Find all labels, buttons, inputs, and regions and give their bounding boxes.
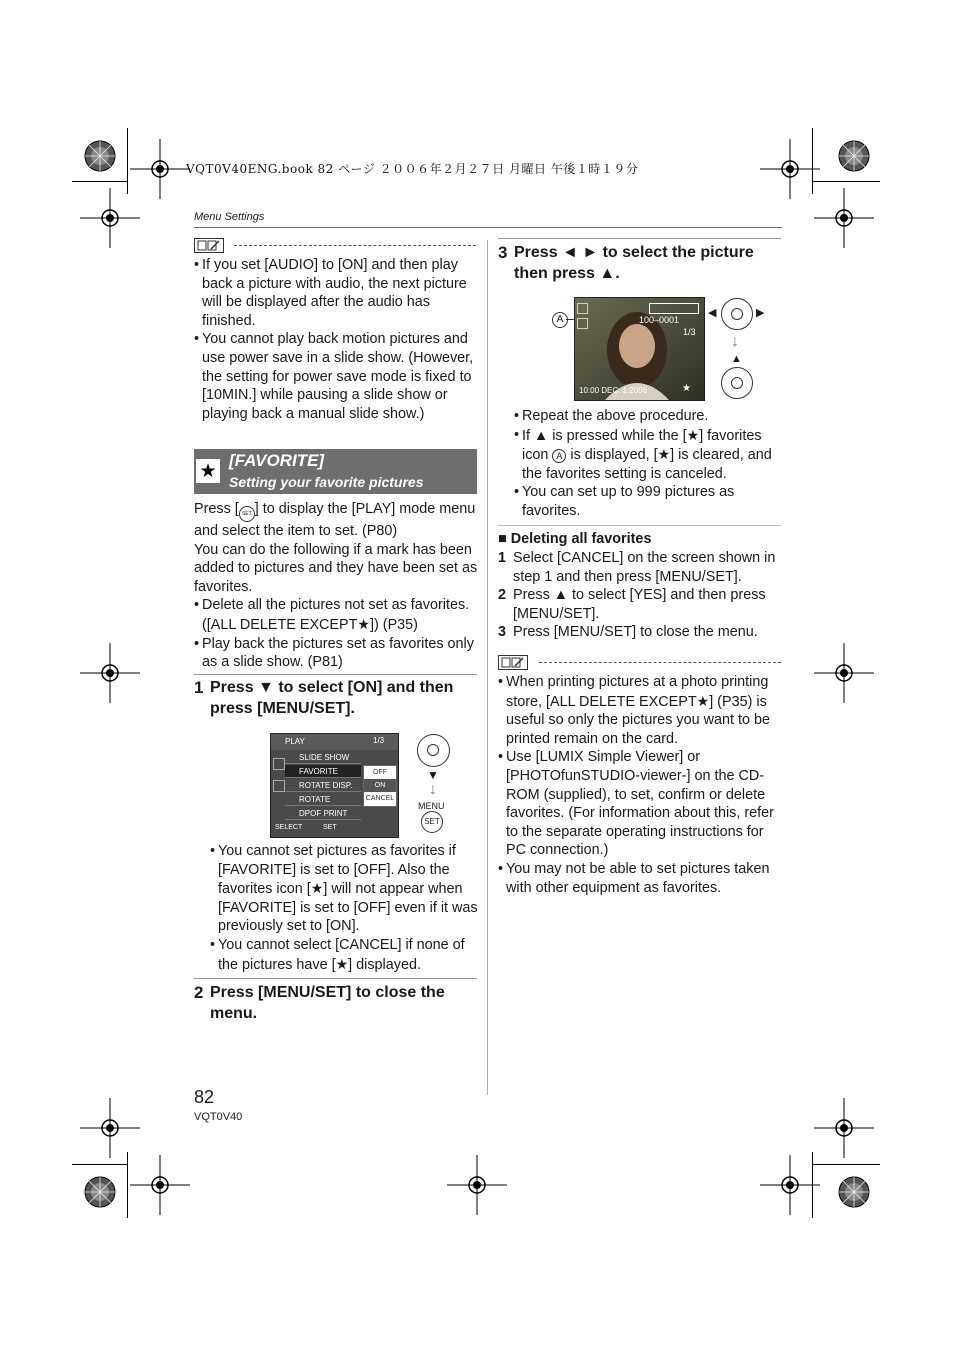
option-selected: ON: [364, 779, 396, 792]
delete-steps: [498, 549, 782, 642]
step3-bullet: • Repeat the above procedure.: [514, 407, 780, 426]
menu-set-button-icon: SET: [421, 811, 443, 833]
step3-bullet: • If ▲ is pressed while the [★] favorites icon A is displayed, [★] is cleared, and the favorites setting is canceled.: [514, 426, 780, 484]
delete-heading: ■ Deleting all favorites: [498, 531, 652, 547]
step-3: 3 Press ◄ ► to select the picture then press ▲.: [498, 243, 754, 282]
step-number: 2: [194, 983, 204, 1002]
option: OFF: [373, 769, 387, 776]
note-icon: [194, 238, 224, 253]
arrow-down-flow-icon: ↓: [731, 333, 739, 350]
note-bullet: • When printing pictures at a photo printing store, [ALL DELETE EXCEPT★] (P35) is useful so only the pictures you want to be printed remain on the card.: [498, 673, 782, 748]
menu-item: ROTATE: [285, 793, 361, 806]
note-bullet: • Use [LUMIX Simple Viewer] or [PHOTOfunSTUDIO-viewer-] on the CD-ROM (supplied), to set, confirm or delete favorites. (For information about this, refer to the separate operating instructions for PC connection.): [498, 748, 782, 860]
menu-label: MENU: [418, 801, 445, 811]
star-icon: ★: [696, 692, 710, 709]
step1-bullet: • You cannot set pictures as favorites if [FAVORITE] is set to [OFF]. Also the favorites icon [★] will not appear when [FAVORITE] is set to [OFF] even if it was previously set to [ON].: [210, 842, 478, 936]
menu-item: ROTATE DISP.: [285, 779, 361, 792]
note-bullet: • If you set [AUDIO] to [ON] and then play back a picture with audio, the next picture will be displayed after the audio has finished.: [194, 256, 478, 330]
note-bullet: • You cannot play back motion pictures and use power save in a slide show. (However, the setting for power save mode is fixed to [10MIN.] while pausing a slide show or playing back a manual slide show.): [194, 330, 478, 423]
arrow-left-icon: ◀: [708, 307, 717, 319]
menu-set-icon: SET: [239, 506, 255, 522]
dpad-icon: [721, 367, 753, 399]
favorite-title: [FAVORITE]: [229, 451, 325, 470]
step1-bullet: • You cannot select [CANCEL] if none of the pictures have [★] displayed.: [210, 936, 478, 974]
favorite-mode-icon: [577, 318, 588, 329]
right-note-list: [498, 673, 782, 897]
step3-bullet: • You can set up to 999 pictures as favorites.: [514, 483, 780, 520]
option: CANCEL: [365, 795, 395, 802]
menu-item: SLIDE SHOW: [285, 751, 361, 764]
menu-item: DPOF PRINT: [285, 807, 361, 820]
playback-screen: [574, 297, 705, 401]
folder-number: 100–0001: [639, 315, 680, 325]
step-number: 1: [194, 678, 204, 697]
timestamp: 10:00 DEC. 1.2006: [579, 386, 648, 395]
model-code: VQT0V40: [194, 1111, 243, 1123]
arrow-up-icon: ▲: [731, 353, 742, 365]
delete-step: 2 Press ▲ to select [YES] and then press [MENU/SET].: [498, 587, 766, 622]
footer-select: SELECT: [275, 824, 303, 831]
star-icon: ★: [357, 615, 370, 632]
star-icon: ★: [657, 446, 671, 463]
note-dashes: [234, 245, 476, 246]
menu-title: PLAY: [285, 737, 305, 746]
image-count: 1/3: [683, 327, 696, 337]
star-icon: ★: [686, 426, 700, 443]
footer-set: SET: [323, 824, 337, 831]
print-header: VQT0V40ENG.book 82 ページ ２００６年２月２７日 月曜日 午後１時１９分: [186, 162, 639, 176]
star-icon: ★: [682, 383, 691, 394]
step1-notes: [210, 842, 478, 974]
step-rule: [498, 238, 781, 239]
note-list: [194, 256, 478, 423]
camera-menu-screen: [270, 733, 399, 838]
section-label: Menu Settings: [194, 211, 265, 223]
step-1: 1 Press ▼ to select [ON] and then press [MENU/SET].: [194, 678, 454, 717]
play-tab-icon: [273, 758, 285, 770]
arrow-icon: ↓: [429, 781, 437, 798]
callout-a: A: [552, 312, 568, 328]
status-icons: [649, 303, 699, 314]
step-number: 3: [498, 243, 508, 262]
favorite-subtitle: Setting your favorite pictures: [229, 474, 424, 490]
column-divider: [487, 240, 488, 1095]
favorite-intro: [194, 500, 478, 672]
section-rule: [498, 525, 781, 526]
intro-paragraph: Press [ SET ] to display the [PLAY] mode menu and select the item to set. (P80): [194, 501, 476, 539]
step-rule: [194, 674, 477, 675]
note-bullet: • You may not be able to set pictures taken with other equipment as favorites.: [498, 860, 782, 897]
callout-a-inline: A: [552, 449, 566, 463]
note-icon: [498, 655, 528, 670]
delete-step: 1 Select [CANCEL] on the screen shown in step 1 and then press [MENU/SET].: [498, 550, 776, 585]
delete-step: 3 Press [MENU/SET] to close the menu.: [498, 624, 758, 641]
page-number: 82: [194, 1087, 215, 1107]
star-icon: ★: [196, 459, 220, 483]
setup-tab-icon: [273, 780, 285, 792]
arrow-down-icon: ▼: [427, 768, 439, 782]
header-rule: [194, 227, 782, 228]
step-2: 2 Press [MENU/SET] to close the menu.: [194, 983, 445, 1022]
play-mode-icon: [577, 303, 588, 314]
intro-bullet: • Play back the pictures set as favorites only as a slide show. (P81): [194, 635, 478, 672]
dpad-icon: [721, 298, 753, 330]
star-icon: ★: [310, 880, 324, 897]
menu-item-selected: FAVORITE: [285, 765, 361, 778]
option-list: [363, 765, 397, 807]
note-dashes: [539, 662, 781, 663]
favorite-banner: [194, 449, 477, 494]
intro-bullet: • Delete all the pictures not set as favorites. ([ALL DELETE EXCEPT★]) (P35): [194, 596, 478, 634]
intro-paragraph: You can do the following if a mark has been added to pictures and they have been set as favorites.: [194, 541, 478, 595]
step3-notes: [514, 407, 780, 521]
star-icon: ★: [335, 955, 349, 972]
arrow-right-icon: ▶: [756, 307, 765, 319]
menu-page: 1/3: [373, 736, 385, 745]
step-rule: [194, 978, 477, 979]
dpad-icon: [417, 734, 450, 767]
